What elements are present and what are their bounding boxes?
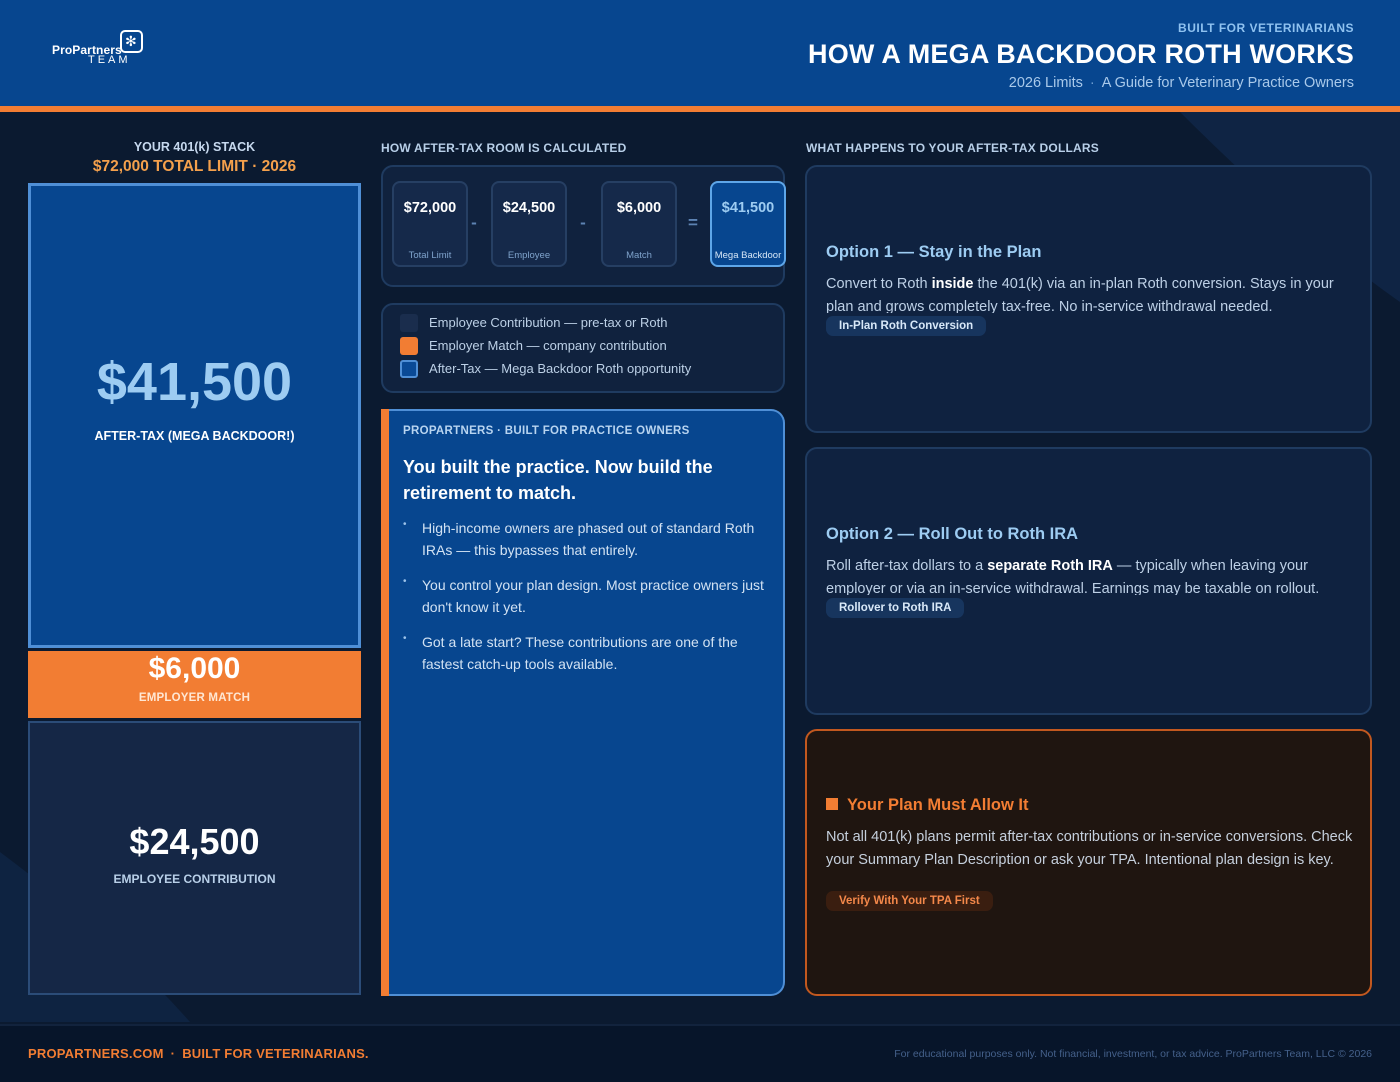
callout-accent-bar [381,409,389,996]
option-1-body [826,273,1358,313]
brand-logo[interactable] [52,30,152,74]
legend-swatch [400,360,418,378]
page-header [0,0,1400,106]
option-2-body-emphasis: separate Roth IRA [987,558,1113,574]
option-2-tag: Rollover to Roth IRA [826,598,964,618]
legend-text: Employer Match — company contribution [429,338,667,353]
footer-tagline: BUILT FOR VETERINARIANS. [182,1046,369,1061]
page-footer [0,1024,1400,1082]
equals-operator: = [688,213,698,232]
warning-title [826,796,1029,815]
employee-contribution-label: EMPLOYEE CONTRIBUTION [113,872,276,886]
minus-operator: - [471,213,477,232]
warning-title-text: Your Plan Must Allow It [847,796,1029,814]
header-eyebrow: BUILT FOR VETERINARIANS [1178,21,1354,35]
option-1-tag: In-Plan Roth Conversion [826,316,986,336]
stack-total-limit: $72,000 TOTAL LIMIT · 2026 [92,158,297,175]
callout-list [403,518,775,689]
callout-eyebrow: PROPARTNERS · BUILT FOR PRACTICE OWNERS [403,425,690,437]
option-2-card [805,447,1372,715]
calc-label: Match [626,250,652,261]
after-tax-label: AFTER-TAX (MEGA BACKDOOR!) [94,429,295,443]
bullet-icon: • [403,576,407,587]
callout-headline: You built the practice. Now build the retirement to match. [403,457,713,503]
footer-site-link[interactable]: PROPARTNERS.COM [28,1046,164,1061]
option-2-title: Option 2 — Roll Out to Roth IRA [826,525,1079,543]
option-1-body-emphasis: inside [931,276,974,292]
calc-value: $72,000 [403,200,457,216]
footer-disclaimer: For educational purposes only. Not financial, investment, or tax advice. ProPartners Team, LLC © 2026 [894,1048,1372,1060]
legend-text: Employee Contribution — pre-tax or Roth [429,315,668,330]
calc-label: Total Limit [408,250,452,261]
legend-text: After-Tax — Mega Backdoor Roth opportunity [429,361,692,376]
employer-match-label: EMPLOYER MATCH [138,692,251,704]
calc-mega-backdoor [710,181,786,267]
subtitle-guide: A Guide for Veterinary Practice Owners [1101,75,1354,91]
list-item [403,575,775,618]
option-1-card [805,165,1372,433]
legend-swatch [400,314,418,332]
option-1-body-end: the 401(k) via an in-plan Roth conversion. Stays in your plan and grows completely tax-free. No in-service withdrawal needed. [826,276,1334,313]
list-item-text: You control your plan design. Most practice owners just don't know it yet. [422,577,764,615]
employer-match-block [28,651,361,718]
calc-heading: HOW AFTER-TAX ROOM IS CALCULATED [381,141,627,155]
option-2-body-start: Roll after-tax dollars to a [826,558,988,574]
stack-title: YOUR 401(k) STACK [133,140,256,154]
list-item [403,632,775,675]
warning-tag: Verify With Your TPA First [826,891,993,911]
calc-value: $24,500 [502,200,556,216]
warning-body: Not all 401(k) plans permit after-tax contributions or in-service conversions. Check your Summary Plan Description or ask your TPA. Intentional plan design is key. [826,829,1353,868]
snowflake-icon: ✻ [120,30,143,53]
page-title: HOW A MEGA BACKDOOR ROTH WORKS [808,39,1354,69]
footer-separator: · [170,1046,176,1061]
option-1-body-start: Convert to Roth [826,276,932,292]
list-item-text: Got a late start? These contributions are one of the fastest catch-up tools available. [422,634,738,672]
option-2-body-end: — typically when leaving your employer or via an in-service withdrawal. Earnings may be taxable on rollout. [826,558,1320,595]
after-tax-value: $41,500 [96,352,293,412]
subtitle-limits: 2026 Limits [1008,75,1083,91]
calc-value: $41,500 [721,200,775,216]
calc-employee [491,181,567,267]
calc-value: $6,000 [616,200,662,216]
brand-team: TEAM [88,54,131,66]
owner-callout [381,409,785,996]
bullet-icon: • [403,519,407,530]
calc-label: Employee [507,250,551,261]
bullet-icon: • [403,633,407,644]
employer-match-value: $6,000 [148,652,241,685]
list-item-text: High-income owners are phased out of standard Roth IRAs — this bypasses that entirely. [422,520,755,558]
employee-contribution-block [28,721,361,995]
options-heading: WHAT HAPPENS TO YOUR AFTER-TAX DOLLARS [806,141,1099,155]
stack-heading [28,140,361,176]
legend-panel [381,303,785,393]
subtitle-separator: · [1089,75,1095,91]
brand-name: ProPartners [52,43,122,57]
footer-brand [28,1046,369,1061]
legend-swatch [400,337,418,355]
calc-panel [381,165,785,287]
page-subtitle [1009,75,1354,91]
warning-square-icon [826,798,838,810]
employee-contribution-value: $24,500 [129,821,260,862]
list-item [403,518,775,561]
option-2-body [826,555,1358,595]
option-1-title: Option 1 — Stay in the Plan [826,243,1042,261]
after-tax-block [28,183,361,648]
plan-warning-card [805,729,1372,996]
calc-label: Mega Backdoor [714,250,782,261]
minus-operator: - [580,213,586,232]
calc-match [601,181,677,267]
